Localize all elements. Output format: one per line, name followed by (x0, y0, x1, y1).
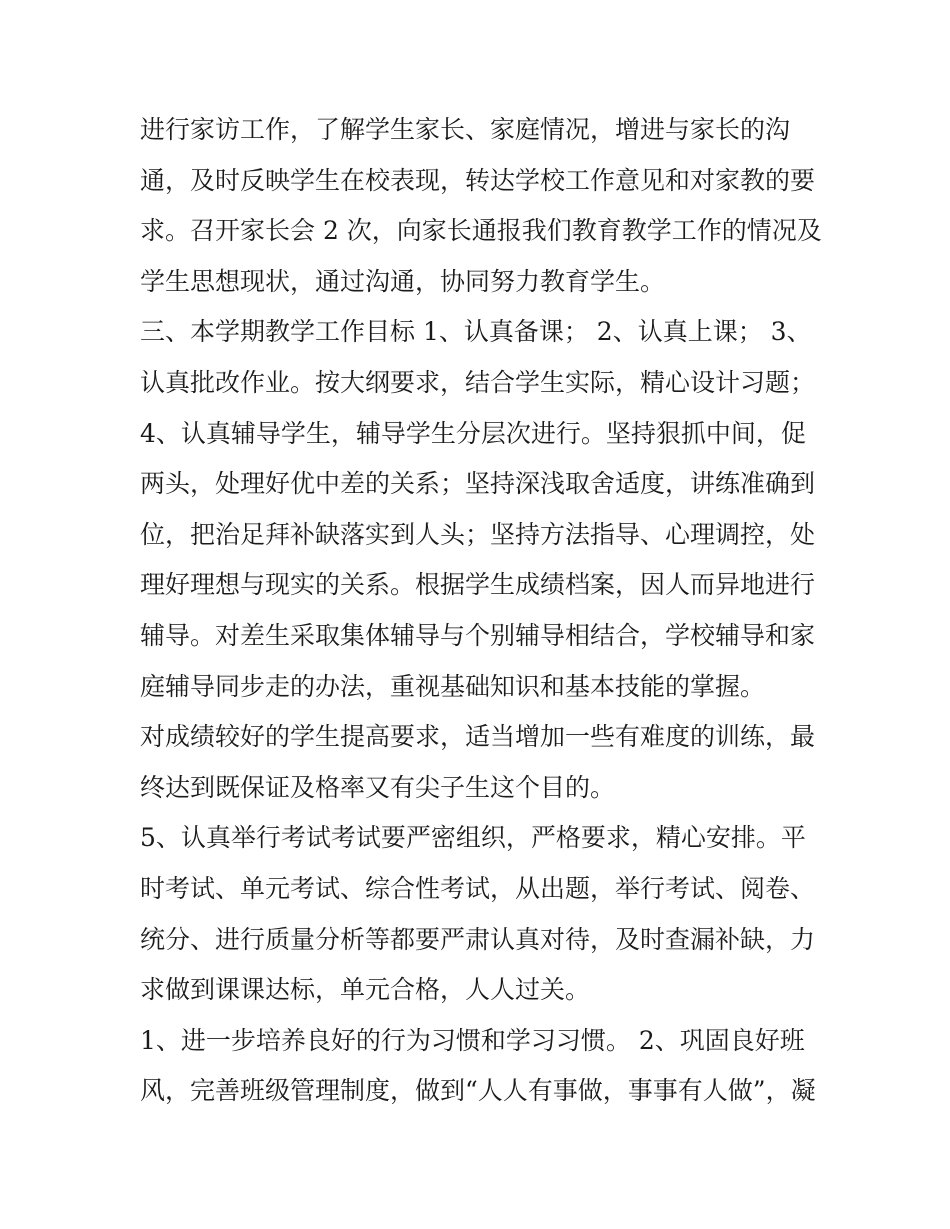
text-line-3: 求。召开家长会 2 次，向家长通报我们教育教学工作的情况及 (140, 216, 822, 246)
text-line-20: 风，完善班级管理制度，做到“人人有事做，事事有人做”，凝 (140, 1076, 816, 1106)
text-line-15: 5、认真举行考试考试要严密组织，严格要求，精心安排。平 (140, 823, 806, 853)
text-line-6: 认真批改作业。按大纲要求，结合学生实际，精心设计习题； (140, 367, 816, 397)
text-line-9: 位，把治足拜补缺落实到人头；坚持方法指导、心理调控，处 (140, 519, 816, 549)
text-line-4: 学生思想现状，通过沟通，协同努力教育学生。 (140, 266, 666, 296)
text-line-2: 通，及时反映学生在校表现，转达学校工作意见和对家教的要 (140, 165, 816, 195)
text-line-12: 庭辅导同步走的办法，重视基础知识和基本技能的掌握。 (140, 671, 766, 701)
text-line-11: 辅导。对差生采取集体辅导与个别辅导相结合，学校辅导和家 (140, 620, 816, 650)
text-line-5: 三、本学期教学工作目标 1、认真备课； 2、认真上课； 3、 (140, 317, 812, 347)
text-line-14: 终达到既保证及格率又有尖子生这个目的。 (140, 772, 616, 802)
document-body (140, 105, 820, 1117)
text-line-7: 4、认真辅导学生，辅导学生分层次进行。坚持狠抓中间，促 (140, 418, 806, 448)
text-line-10: 理好理想与现实的关系。根据学生成绩档案，因人而异地进行 (140, 570, 816, 600)
text-line-1: 进行家访工作，了解学生家长、家庭情况，增进与家长的沟 (140, 115, 791, 144)
text-line-19: 1、进一步培养良好的行为习惯和学习习惯。 2、巩固良好班 (140, 1025, 805, 1055)
text-line-8: 两头，处理好优中差的关系；坚持深浅取舍适度，讲练准确到 (140, 469, 816, 499)
text-line-13: 对成绩较好的学生提高要求，适当增加一些有难度的训练，最 (140, 722, 816, 752)
text-line-17: 统分、进行质量分析等都要严肃认真对待，及时查漏补缺，力 (140, 924, 816, 954)
text-line-18: 求做到课课达标，单元合格，人人过关。 (140, 975, 591, 1005)
text-line-16: 时考试、单元考试、综合性考试，从出题，举行考试、阅卷、 (140, 873, 816, 903)
